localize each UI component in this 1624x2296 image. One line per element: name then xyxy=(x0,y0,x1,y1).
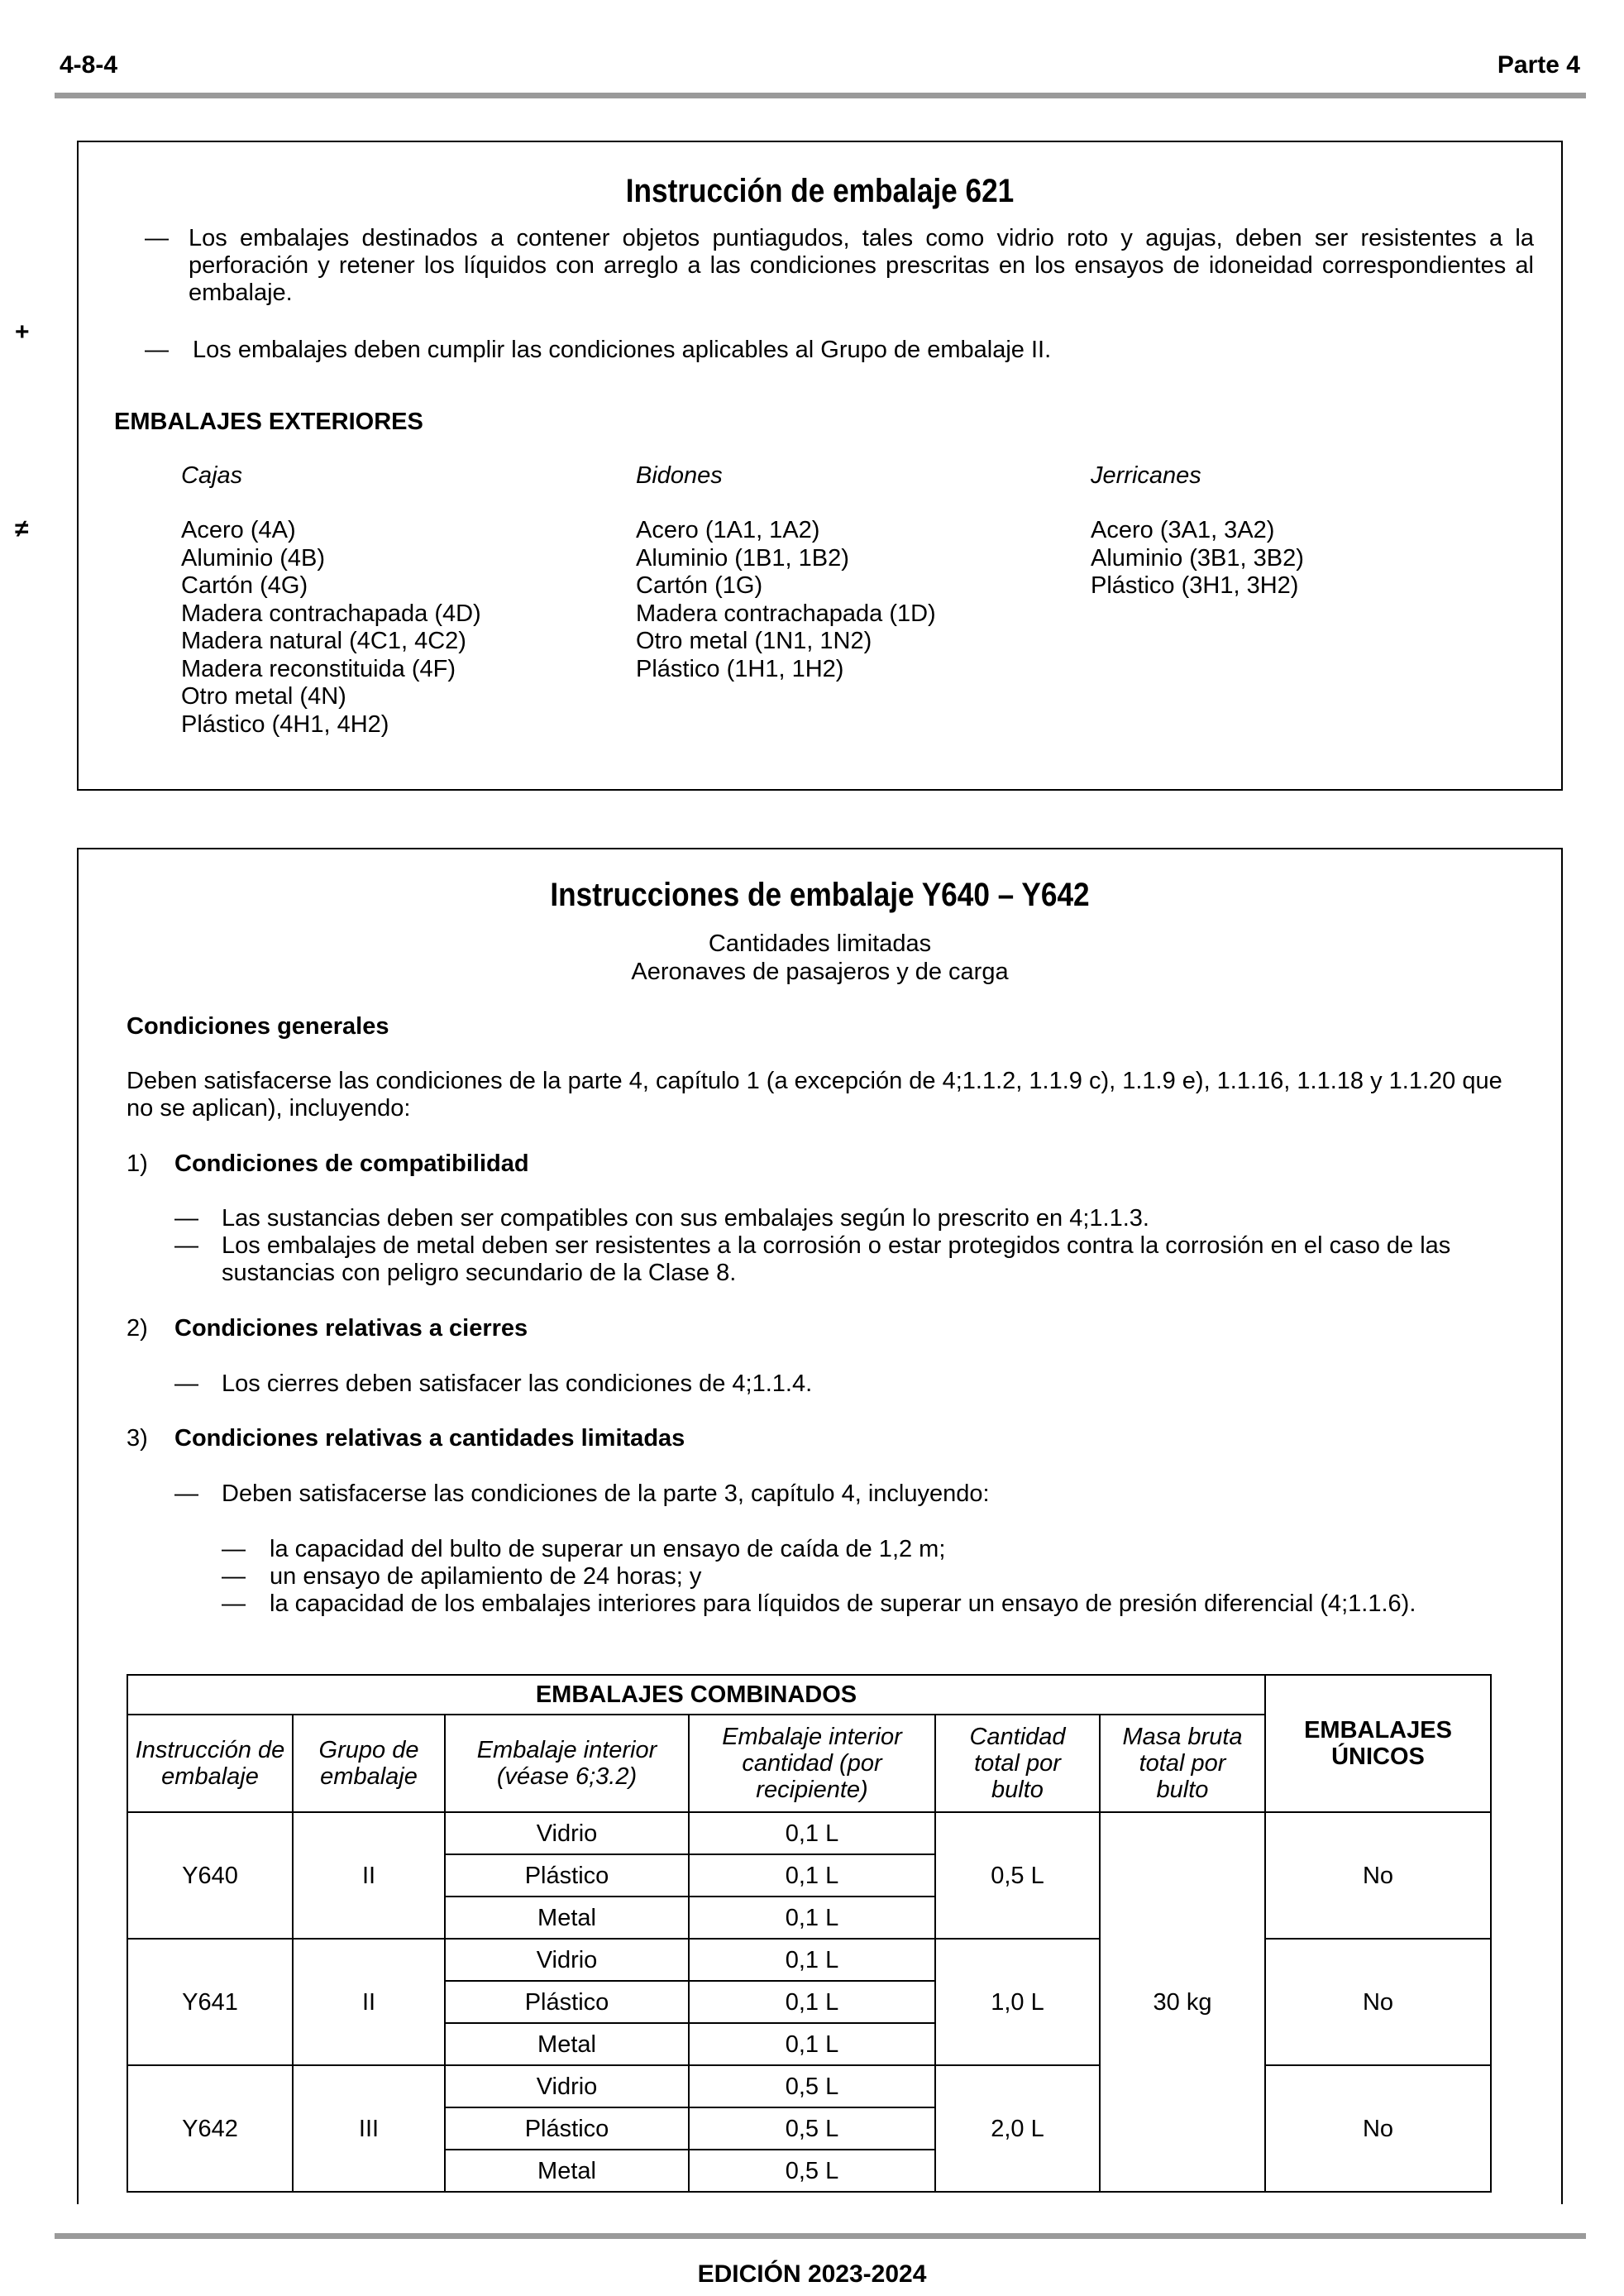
section-3-sub-3: la capacidad de los embalajes interiores para líquidos de superar un ensayo de presión diferencial (4;1.1.6). xyxy=(270,1590,1416,1617)
dash-bullet: — xyxy=(222,1536,246,1562)
list-item: Madera contrachapada (1D) xyxy=(636,600,936,627)
list-item: Madera natural (4C1, 4C2) xyxy=(181,628,466,654)
table-row xyxy=(127,1812,1491,1854)
col-jerricanes-heading: Jerricanes xyxy=(1091,462,1201,489)
qty-cell: 0,1 L xyxy=(689,1981,935,2023)
section-3-sub-1: la capacidad del bulto de superar un ensayo de caída de 1,2 m; xyxy=(270,1536,946,1562)
qty-cell: 0,1 L xyxy=(689,1854,935,1897)
list-item: Plástico (4H1, 4H2) xyxy=(181,710,389,738)
qty-cell: 0,1 L xyxy=(689,2023,935,2065)
qty-cell: 0,1 L xyxy=(689,1939,935,1981)
dash-bullet: — xyxy=(174,1480,198,1507)
dash-bullet: — xyxy=(145,225,169,251)
part-label: Parte 4 xyxy=(1497,51,1580,79)
col-qty-header: Embalaje interior cantidad (por recipiente) xyxy=(689,1715,935,1812)
section-1-heading: Condiciones de compatibilidad xyxy=(174,1150,529,1177)
list-item: Madera reconstituida (4F) xyxy=(181,655,456,682)
inner-cell: Metal xyxy=(445,2023,689,2065)
single-cell: No xyxy=(1265,2065,1491,2192)
general-conditions-text: Deben satisfacerse las condiciones de la parte 4, capítulo 1 (a excepción de 4;1.1.2, 1.1.9 c), 1.1.9 e), 1.1.16, 1.1.18 y 1.1.20 que no se aplican), incluyendo: xyxy=(127,1068,1502,1122)
boxY-title: Instrucciones de embalaje Y640 – Y642 xyxy=(550,877,1090,913)
box621-para1: Los embalajes destinados a contener objetos puntiagudos, tales como vidrio roto y agujas, deben ser resistentes a la perforación y retener los líquidos con arreglo a las condiciones prescritas en los ensayos de idoneidad correspondientes al embalaje. xyxy=(189,225,1534,306)
revision-not-equal-mark: ≠ xyxy=(15,515,29,543)
list-item: Aluminio (3B1, 3B2) xyxy=(1091,544,1304,572)
col-mass-header: Masa bruta total por bulto xyxy=(1100,1715,1265,1812)
list-item: Otro metal (4N) xyxy=(181,683,346,710)
qty-cell: 0,5 L xyxy=(689,2065,935,2107)
packing-instruction-621-box xyxy=(77,141,1563,791)
section-1-item-2: Los embalajes de metal deben ser resistentes a la corrosión o estar protegidos contra la corrosión en el caso de las sustancias con peligro secundario de la Clase 8. xyxy=(222,1232,1451,1286)
total-cell: 0,5 L xyxy=(935,1812,1100,1939)
section-2-number: 2) xyxy=(127,1315,148,1342)
dash-bullet: — xyxy=(222,1563,246,1590)
header-rule xyxy=(55,93,1586,98)
limited-quantities-table xyxy=(127,1674,1492,2193)
dash-bullet: — xyxy=(222,1590,246,1617)
footer-rule xyxy=(55,2233,1586,2239)
instruction-cell: Y640 xyxy=(127,1812,293,1939)
packing-instruction-y640-y642-box xyxy=(77,848,1563,2204)
col-instruction-header: Instrucción de embalaje xyxy=(127,1715,293,1812)
dash-bullet: — xyxy=(145,337,169,363)
col-cajas-list xyxy=(181,517,481,739)
instruction-cell: Y641 xyxy=(127,1939,293,2065)
qty-cell: 0,5 L xyxy=(689,2150,935,2192)
inner-cell: Plástico xyxy=(445,1854,689,1897)
list-item: Aluminio (1B1, 1B2) xyxy=(636,544,849,572)
mass-cell: 30 kg xyxy=(1100,1812,1265,2192)
section-2-item-1: Los cierres deben satisfacer las condiciones de 4;1.1.4. xyxy=(222,1370,813,1397)
section-3-number: 3) xyxy=(127,1425,148,1452)
inner-cell: Metal xyxy=(445,2150,689,2192)
boxY-subtitle-limited: Cantidades limitadas xyxy=(708,930,932,957)
list-item: Acero (4A) xyxy=(181,517,296,543)
inner-cell: Metal xyxy=(445,1897,689,1939)
inner-cell: Vidrio xyxy=(445,2065,689,2107)
single-cell: No xyxy=(1265,1812,1491,1939)
revision-plus-mark: + xyxy=(15,318,30,346)
col-group-header: Grupo de embalaje xyxy=(293,1715,445,1812)
dash-bullet: — xyxy=(174,1232,198,1259)
inner-cell: Plástico xyxy=(445,1981,689,2023)
outer-packagings-heading: EMBALAJES EXTERIORES xyxy=(114,409,423,435)
total-cell: 2,0 L xyxy=(935,2065,1100,2192)
box621-para2: Los embalajes deben cumplir las condiciones aplicables al Grupo de embalaje II. xyxy=(193,337,1052,363)
col-cajas-heading: Cajas xyxy=(181,462,243,489)
col-total-header: Cantidad total por bulto xyxy=(935,1715,1100,1812)
combined-packagings-header: EMBALAJES COMBINADOS xyxy=(127,1675,1265,1715)
instruction-cell: Y642 xyxy=(127,2065,293,2192)
list-item: Acero (1A1, 1A2) xyxy=(636,517,820,543)
list-item: Plástico (3H1, 3H2) xyxy=(1091,572,1299,599)
dash-bullet: — xyxy=(174,1370,198,1397)
inner-cell: Plástico xyxy=(445,2107,689,2150)
list-item: Acero (3A1, 3A2) xyxy=(1091,517,1275,543)
page-number: 4-8-4 xyxy=(60,51,118,79)
list-item: Plástico (1H1, 1H2) xyxy=(636,655,844,682)
list-item: Cartón (1G) xyxy=(636,572,763,599)
list-item: Otro metal (1N1, 1N2) xyxy=(636,628,872,654)
group-cell: II xyxy=(293,1812,445,1939)
section-3-sub-2: un ensayo de apilamiento de 24 horas; y xyxy=(270,1563,702,1590)
box621-title: Instrucción de embalaje 621 xyxy=(625,173,1015,209)
list-item: Madera contrachapada (4D) xyxy=(181,600,481,627)
col-inner-header: Embalaje interior (véase 6;3.2) xyxy=(445,1715,689,1812)
section-1-item-1: Las sustancias deben ser compatibles con sus embalajes según lo prescrito en 4;1.1.3. xyxy=(222,1205,1149,1232)
col-bidones-list xyxy=(636,517,936,683)
list-item: Cartón (4G) xyxy=(181,572,308,599)
table-row xyxy=(127,2065,1491,2107)
section-2-heading: Condiciones relativas a cierres xyxy=(174,1315,528,1342)
inner-cell: Vidrio xyxy=(445,1812,689,1854)
group-cell: III xyxy=(293,2065,445,2192)
qty-cell: 0,5 L xyxy=(689,2107,935,2150)
section-3-item-1: Deben satisfacerse las condiciones de la parte 3, capítulo 4, incluyendo: xyxy=(222,1480,990,1507)
list-item: Aluminio (4B) xyxy=(181,544,326,572)
qty-cell: 0,1 L xyxy=(689,1812,935,1854)
group-cell: II xyxy=(293,1939,445,2065)
col-jerricanes-list xyxy=(1091,517,1304,600)
single-packagings-header: EMBALAJES ÚNICOS xyxy=(1265,1675,1491,1812)
single-cell: No xyxy=(1265,1939,1491,2065)
edition-label: EDICIÓN 2023-2024 xyxy=(697,2260,927,2288)
dash-bullet: — xyxy=(174,1205,198,1232)
section-3-heading: Condiciones relativas a cantidades limitadas xyxy=(174,1425,685,1452)
table-row xyxy=(127,1939,1491,1981)
qty-cell: 0,1 L xyxy=(689,1897,935,1939)
col-bidones-heading: Bidones xyxy=(636,462,723,489)
inner-cell: Vidrio xyxy=(445,1939,689,1981)
boxY-subtitle-aircraft: Aeronaves de pasajeros y de carga xyxy=(631,959,1009,985)
total-cell: 1,0 L xyxy=(935,1939,1100,2065)
general-conditions-heading: Condiciones generales xyxy=(127,1013,389,1040)
section-1-number: 1) xyxy=(127,1150,148,1177)
